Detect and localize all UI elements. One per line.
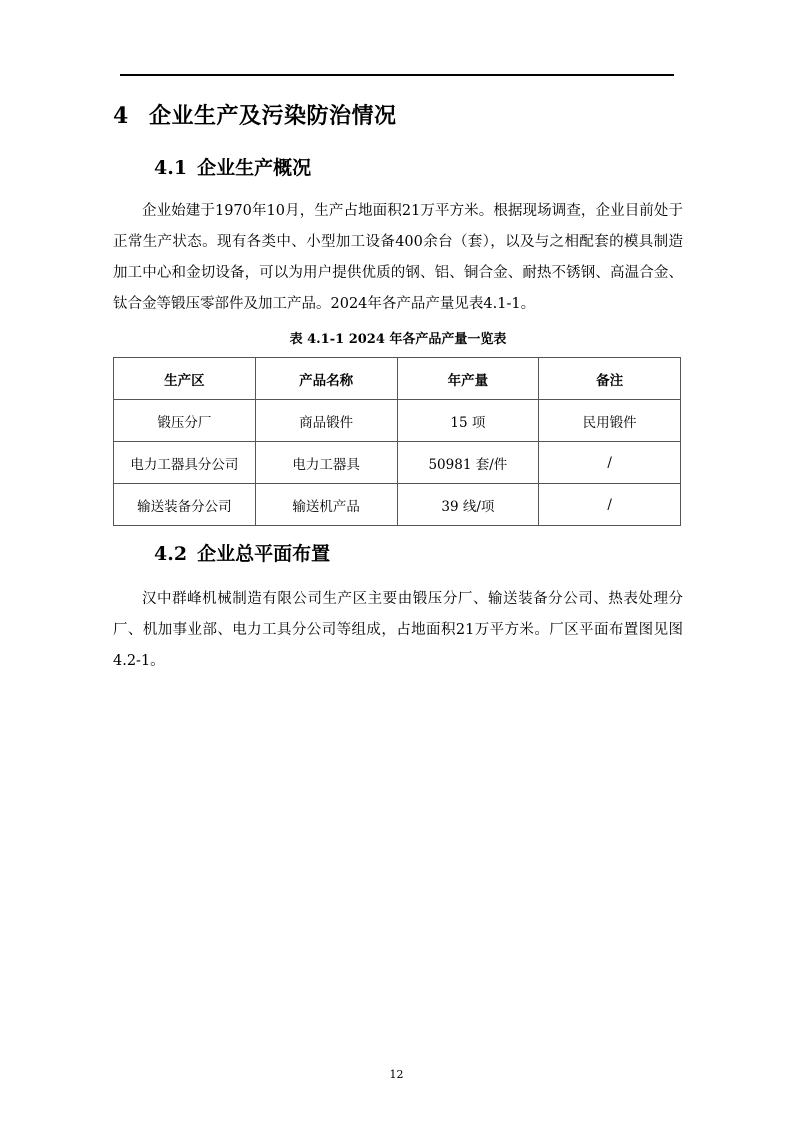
table-row [114, 484, 681, 526]
table-cell: 输送机产品 [255, 484, 397, 526]
section-title: 企业生产概况 [197, 157, 312, 179]
chapter-heading [113, 101, 397, 131]
table-row [114, 442, 681, 484]
production-overview-paragraph: 企业始建于1970年10月，生产占地面积21万平方米。根据现场调查，企业目前处于正常生产状态。现有各类中、小型加工设备400余台（套），以及与之相配套的模具制造加工中心和金切设备，可以为用户提供优质的钢、铝、铜合金、耐热不锈钢、高温合金、钛合金等锻压零部件及加工产品。2024年各产品产量见表4.1-1。 [113, 203, 683, 312]
table-cell: 电力工器具分公司 [114, 442, 256, 484]
table-cell: 50981 套/件 [397, 442, 539, 484]
production-table [113, 357, 681, 526]
section-title: 企业总平面布置 [197, 543, 331, 565]
section-number: 4.2 [154, 543, 188, 565]
table-cell: / [539, 484, 681, 526]
table-cell: 民用锻件 [539, 400, 681, 442]
column-header: 年产量 [397, 358, 539, 400]
page-number: 12 [389, 1068, 404, 1081]
chapter-title: 企业生产及污染防治情况 [149, 103, 397, 129]
table-header-row [114, 358, 681, 400]
table-cell: 39 线/项 [397, 484, 539, 526]
chapter-number: 4 [113, 103, 129, 129]
table-cell: 电力工器具 [255, 442, 397, 484]
table-cell: / [539, 442, 681, 484]
header-rule [120, 74, 674, 76]
table-cell: 锻压分厂 [114, 400, 256, 442]
table-caption: 表 4.1-1 2024 年各产品产量一览表 [289, 332, 507, 347]
column-header: 备注 [539, 358, 681, 400]
table-cell: 15 项 [397, 400, 539, 442]
table-cell: 输送装备分公司 [114, 484, 256, 526]
column-header: 生产区 [114, 358, 256, 400]
column-header: 产品名称 [255, 358, 397, 400]
table-cell: 商品锻件 [255, 400, 397, 442]
table-row [114, 400, 681, 442]
section-heading-4-1 [154, 155, 311, 181]
section-heading-4-2 [154, 541, 330, 567]
section-number: 4.1 [154, 157, 188, 179]
layout-paragraph: 汉中群峰机械制造有限公司生产区主要由锻压分厂、输送装备分公司、热表处理分厂、机加事业部、电力工具分公司等组成，占地面积21万平方米。厂区平面布置图见图4.2-1。 [113, 591, 683, 669]
